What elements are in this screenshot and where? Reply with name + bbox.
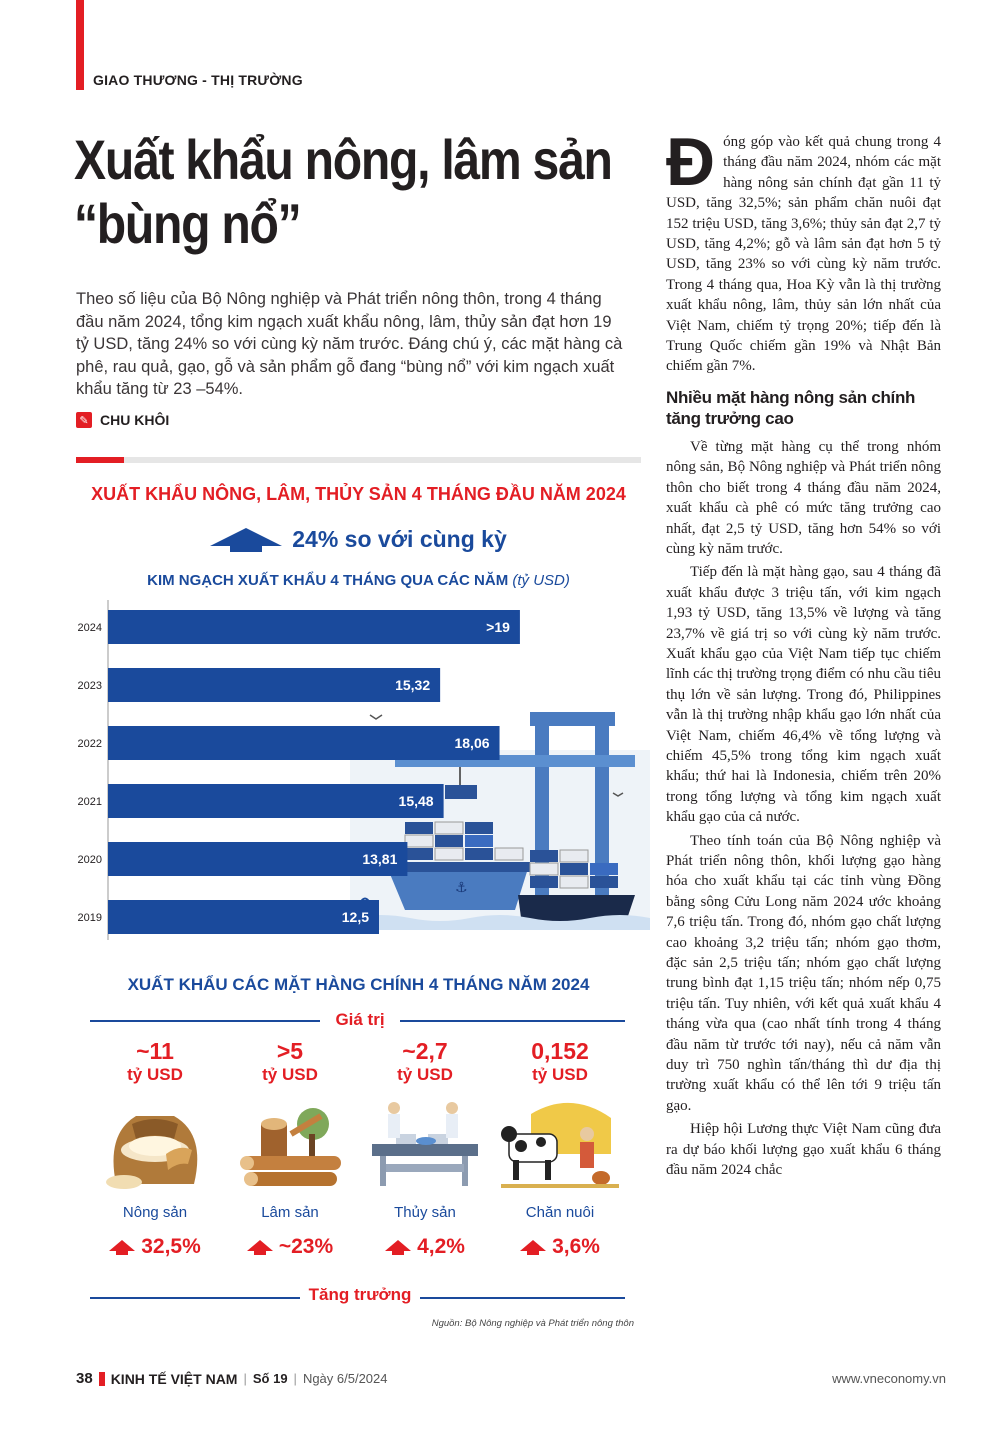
- chart-bar-2019: [108, 900, 379, 934]
- author-byline: [76, 412, 169, 428]
- footer-accent-bar: [99, 1372, 105, 1386]
- lead-paragraph: Theo số liệu của Bộ Nông nghiệp và Phát triển nông thôn, trong 4 tháng đầu năm 2024, tổng kim ngạch xuất khẩu nông, lâm, thủy sản đạt hơn 19 tỷ USD, tăng 24% so với cùng kỳ năm trước. Đáng chú ý, các mặt hàng cà phê, rau quả, gạo, gỗ và sản phẩm gỗ đang “bùng nổ” với kim ngạch xuất khẩu tăng từ 23 –54%.: [76, 290, 623, 398]
- chart-bar-2022: [108, 726, 500, 760]
- product-unit: tỷ USD: [127, 1065, 183, 1084]
- footer-separator: |: [243, 1371, 247, 1386]
- chart-value-label: 13,81: [362, 851, 398, 867]
- product-growth-value: ~23%: [278, 1235, 334, 1258]
- chart-value-label: 12,5: [341, 909, 369, 925]
- growth-label: Tăng trưởng: [300, 1285, 420, 1305]
- section-accent-bar: [76, 0, 84, 90]
- product-livestock: [495, 1038, 625, 1259]
- headline-line-2: “bùng nổ”: [74, 192, 301, 255]
- infographic-title: XUẤT KHẨU NÔNG, LÂM, THỦY SẢN 4 THÁNG ĐẦU NĂM 2024: [91, 484, 626, 504]
- chart-bar-2021: [108, 784, 444, 818]
- seafood-processing-icon: [366, 1094, 484, 1192]
- product-unit: tỷ USD: [397, 1065, 453, 1084]
- section-label: GIAO THƯƠNG - THỊ TRƯỜNG: [93, 72, 303, 88]
- product-value: ~2,7: [402, 1038, 448, 1064]
- article-paragraph-1-text: óng góp vào kết quả chung trong 4 tháng đầu năm 2024, nhóm các mặt hàng nông sản chính đạt gần 11 tỷ USD, tăng 32,5%; sản phẩm chăn nuôi đạt 152 triệu USD, tăng 3,6%; thủy sản đạt 2,7 tỷ USD, tăng 4,2%; gỗ và lâm sản đạt hơn 5 tỷ USD, tăng 23% so với cùng kỳ năm trước. Trong 4 tháng qua, Hoa Kỳ vẫn là thị trường xuất khẩu nông, lâm, thủy sản lớn nhất của Việt Nam, chiếm tỷ trọng 20%; tiếp đến là Trung Quốc chiếm gần 19% và Nhật Bản chiếm gần 7%.: [666, 134, 941, 375]
- product-forestry: [225, 1038, 355, 1259]
- product-growth: [247, 1235, 333, 1259]
- product-growth: [109, 1235, 201, 1259]
- growth-up-arrow-icon: [520, 1239, 546, 1255]
- author-name: CHU KHÔI: [100, 412, 170, 428]
- chart-unit: (tỷ USD): [512, 572, 570, 589]
- product-growth: [385, 1235, 465, 1259]
- chart-value-label: 15,32: [395, 677, 431, 693]
- chart-category-label: 2021: [77, 796, 102, 808]
- svg-text:⚓: ⚓: [455, 880, 468, 896]
- drop-cap: Đ: [666, 124, 716, 200]
- product-name: Thủy sản: [394, 1204, 456, 1221]
- chart-category-label: 2024: [77, 622, 102, 634]
- export-bar-chart: [60, 600, 650, 945]
- chart-category-label: 2019: [77, 912, 102, 924]
- issue-date: Ngày 6/5/2024: [302, 1371, 388, 1386]
- article-subhead: Nhiều mặt hàng nông sản chính tăng trưởng cao: [666, 387, 916, 428]
- product-growth: [520, 1235, 600, 1259]
- headline: [74, 128, 612, 256]
- chart-value-label: >19: [486, 619, 510, 635]
- publication-name: KINH TẾ VIỆT NAM: [110, 1370, 238, 1387]
- timber-logs-icon: [231, 1094, 349, 1192]
- product-growth-value: 32,5%: [141, 1235, 201, 1258]
- article-paragraph-3: Tiếp đến là mặt hàng gạo, sau 4 tháng đã xuất khẩu được 3 triệu tấn, với kim ngạch 1,93 tỷ USD, tăng 13,5% về lượng và tăng 23,7% về giá trị so với cùng kỳ năm trước. Xuất khẩu gạo của Việt Nam tiếp tục chiếm lĩnh các thị trường trọng điểm có nhu cầu tiêu thụ lớn về sản lượng. Trong đó, Philippines vẫn là thị trường nhập khẩu gạo lớn nhất của Việt Nam, chiếm 46,4% về tổng lượng và chiếm 45,5% trong tổng kim ngạch xuất khẩu; thứ hai là Indonesia, chiếm trên 20% trong tổng lượng và tổng kim ngạch xuất khẩu gạo của cả nước.: [666, 564, 941, 826]
- pen-icon: ✎: [76, 412, 92, 428]
- growth-up-arrow-icon: [247, 1239, 273, 1255]
- product-value: ~11: [136, 1038, 174, 1064]
- chart-category-label: 2020: [77, 854, 102, 866]
- source-note: Nguồn: Bộ Nông nghiệp và Phát triển nông thôn: [431, 1318, 634, 1329]
- page-footer: [76, 1370, 946, 1387]
- section-divider: [76, 457, 641, 463]
- article-body: [666, 124, 941, 1184]
- growth-highlight-text: 24% so với cùng kỳ: [292, 525, 507, 552]
- chart-value-label: 15,48: [398, 793, 434, 809]
- website[interactable]: www.vneconomy.vn: [832, 1371, 946, 1386]
- product-value: 0,152: [531, 1038, 589, 1064]
- footer-separator: |: [293, 1371, 297, 1386]
- products-row: [90, 1038, 625, 1259]
- product-name: Nông sản: [122, 1204, 188, 1221]
- main-products-title: XUẤT KHẨU CÁC MẶT HÀNG CHÍNH 4 THÁNG NĂM 2024: [127, 975, 590, 994]
- chart-category-label: 2022: [77, 738, 102, 750]
- value-label: Giá trị: [320, 1010, 400, 1030]
- chart-bar-2024: [108, 610, 520, 644]
- page-number: 38: [76, 1370, 93, 1387]
- rice-sack-icon: [96, 1094, 214, 1192]
- product-value: >5: [276, 1038, 304, 1064]
- livestock-icon: [501, 1094, 619, 1192]
- article-paragraph-5: Hiệp hội Lương thực Việt Nam cũng đưa ra dự báo khối lượng gạo xuất khẩu 6 tháng đầu năm 2024 chắc: [666, 1121, 941, 1179]
- growth-arrow-icon: [210, 524, 282, 554]
- product-growth-value: 4,2%: [417, 1235, 465, 1258]
- product-unit: tỷ USD: [532, 1065, 588, 1084]
- product-growth-value: 3,6%: [552, 1235, 600, 1258]
- article-paragraph-2: Về từng mặt hàng cụ thể trong nhóm nông sản, Bộ Nông nghiệp và Phát triển nông thôn cho biết trong 4 tháng đầu năm 2024, xuất khẩu cà phê có mức tăng trưởng cao nhất, đạt 2,5 tỷ USD, tăng hơn 54% so với cùng kỳ năm trước.: [666, 438, 941, 557]
- issue-number: Số 19: [252, 1371, 288, 1386]
- chart-category-label: 2023: [77, 680, 102, 692]
- article-paragraph-4: Theo tính toán của Bộ Nông nghiệp và Phát triển nông thôn, khối lượng gạo hàng hóa cho xuất khẩu tại các tỉnh vùng Đồng bằng sông Cửu Long năm 2024 ước khoảng 7,6 triệu tấn. Trong đó, nhóm gạo chất lượng cao khoảng 3,2 triệu tấn; nhóm gạo thơm, đặc sản 2,5 triệu tấn; nhóm gạo chất lượng trung bình đạt 1,15 triệu tấn; nhóm nếp 0,75 triệu tấn. Tuy nhiên, với kết quả xuất khẩu 4 tháng vừa qua (cao nhất tính trong 4 tháng đầu năm từ trước tới nay), nếu cả năm vẫn duy trì 750 nghìn tấn/tháng thì dư địa thị trường xuất khẩu có thể lên tới 9 triệu tấn gạo.: [666, 832, 941, 1114]
- growth-highlight: [76, 524, 641, 554]
- product-seafood: [360, 1038, 490, 1259]
- chart-value-label: 18,06: [454, 735, 490, 751]
- headline-line-1: Xuất khẩu nông, lâm sản: [74, 128, 612, 191]
- growth-up-arrow-icon: [385, 1239, 411, 1255]
- product-name: Lâm sản: [261, 1204, 319, 1221]
- chart-title-text: KIM NGẠCH XUẤT KHẨU 4 THÁNG QUA CÁC NĂM: [147, 572, 509, 589]
- chart-title: [76, 572, 641, 589]
- chart-bar-2023: [108, 668, 440, 702]
- growth-up-arrow-icon: [109, 1239, 135, 1255]
- product-unit: tỷ USD: [262, 1065, 318, 1084]
- article-paragraph-1: [666, 124, 941, 377]
- product-agriculture: [90, 1038, 220, 1259]
- product-name: Chăn nuôi: [525, 1204, 595, 1221]
